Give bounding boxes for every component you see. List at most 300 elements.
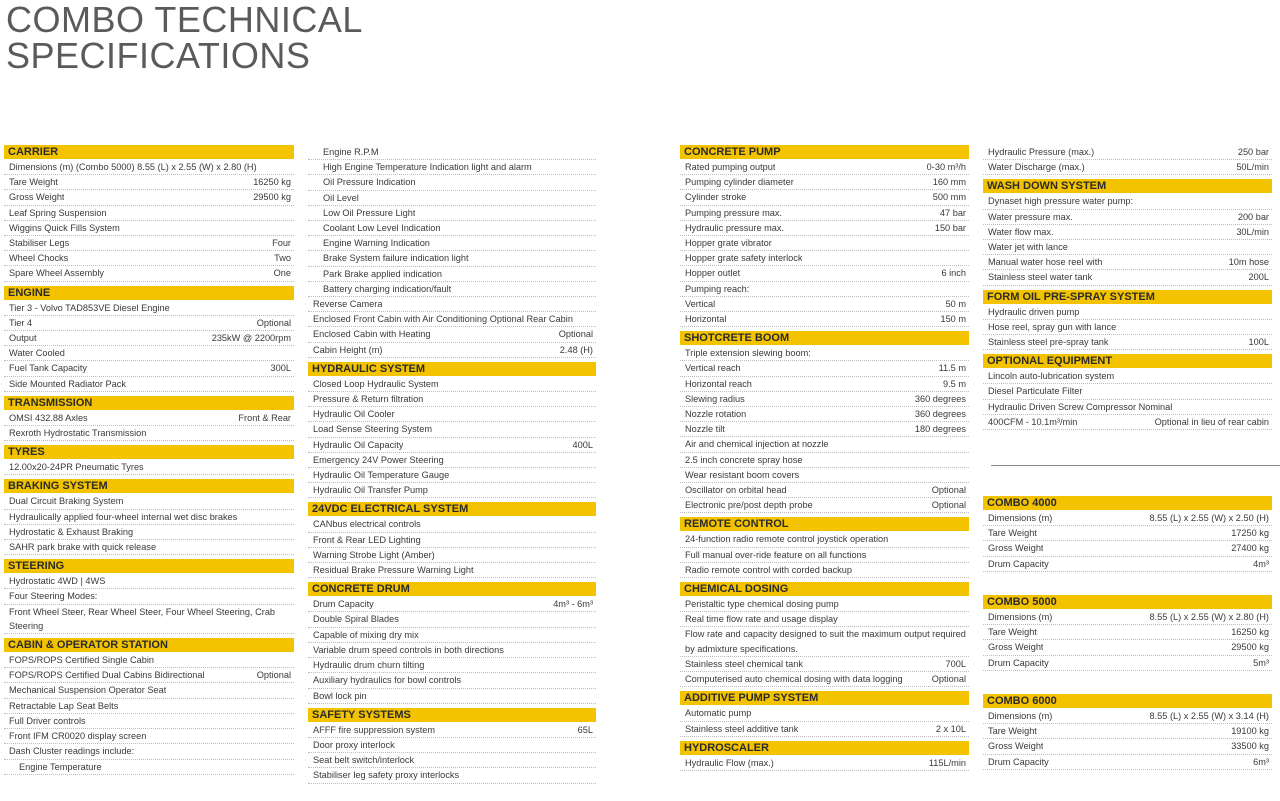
spec-row bbox=[680, 346, 969, 361]
spec-label: Gross Weight bbox=[988, 642, 1044, 653]
spec-section-combo-4000 bbox=[983, 496, 1272, 572]
spec-label: Dimensions (m) bbox=[988, 612, 1053, 622]
spec-row bbox=[308, 160, 596, 175]
spec-row bbox=[4, 494, 294, 509]
spec-label: Oil Pressure Indication bbox=[323, 177, 416, 188]
spec-row bbox=[4, 699, 294, 714]
spec-row bbox=[4, 760, 294, 775]
spec-label: Water Cooled bbox=[9, 348, 65, 359]
spec-value: 8.55 (L) x 2.55 (W) x 2.80 (H) bbox=[1149, 612, 1269, 622]
spec-label: Wheel Chocks bbox=[9, 253, 69, 264]
spec-row bbox=[680, 706, 969, 721]
spec-label: Hydraulic pressure max. bbox=[685, 222, 785, 233]
spec-row bbox=[983, 739, 1272, 754]
section-header: CARRIER bbox=[4, 145, 294, 159]
spec-section-hydraulic-system bbox=[308, 362, 596, 499]
spec-label: Bowl lock pin bbox=[313, 690, 367, 701]
spec-label: Spare Wheel Assembly bbox=[9, 268, 104, 279]
spec-label: Fuel Tank Capacity bbox=[9, 363, 87, 374]
spec-value: 200 bar bbox=[1237, 211, 1269, 222]
spec-row bbox=[4, 589, 294, 604]
spec-row bbox=[308, 658, 596, 673]
spec-row bbox=[680, 407, 969, 422]
spec-label: Oscillator on orbital head bbox=[685, 485, 787, 496]
spec-row bbox=[308, 251, 596, 266]
spec-value: 2.48 (H) bbox=[559, 344, 593, 355]
spec-value: 9.5 m bbox=[943, 378, 966, 389]
spec-row bbox=[983, 255, 1272, 270]
spec-value: 17250 kg bbox=[1231, 528, 1269, 539]
spec-label: Full manual over-ride feature on all functions bbox=[685, 549, 867, 560]
spec-value: 16250 kg bbox=[1231, 627, 1269, 638]
spec-row bbox=[308, 738, 596, 753]
spec-row bbox=[983, 369, 1272, 384]
spec-row bbox=[983, 335, 1272, 350]
page-title-line-2: SPECIFICATIONS bbox=[6, 35, 311, 76]
combo-6000-section bbox=[983, 694, 1272, 770]
spec-label: CANbus electrical controls bbox=[313, 519, 421, 530]
spec-label: Pumping pressure max. bbox=[685, 207, 783, 218]
section-header: HYDROSCALER bbox=[680, 741, 969, 755]
spec-row bbox=[4, 346, 294, 361]
spec-row bbox=[680, 221, 969, 236]
spec-row bbox=[680, 236, 969, 251]
spec-row bbox=[4, 175, 294, 190]
spec-label: Hydraulic Driven Screw Compressor Nominal bbox=[988, 401, 1173, 412]
spec-row bbox=[983, 320, 1272, 335]
spec-label: Stainless steel chemical tank bbox=[685, 658, 803, 669]
spec-value: 47 bar bbox=[939, 207, 966, 218]
spec-label: AFFF fire suppression system bbox=[313, 724, 436, 735]
spec-section-concrete-drum bbox=[308, 582, 596, 703]
spec-label: Tier 3 - Volvo TAD853VE Diesel Engine bbox=[9, 302, 170, 313]
spec-row bbox=[680, 422, 969, 437]
spec-row bbox=[680, 160, 969, 175]
spec-row bbox=[983, 400, 1272, 415]
spec-label: Front Wheel Steer, Rear Wheel Steer, Four Wheel Steering, Crab Steering bbox=[9, 606, 276, 631]
spec-row bbox=[308, 282, 596, 297]
spec-row bbox=[4, 683, 294, 698]
spec-label: Enclosed Front Cabin with Air Conditioning Optional Rear Cabin bbox=[313, 314, 573, 325]
section-header: 24VDC ELECTRICAL SYSTEM bbox=[308, 502, 596, 516]
spec-row bbox=[308, 548, 596, 563]
spec-section-engine bbox=[4, 286, 294, 392]
spec-row bbox=[308, 768, 596, 783]
spec-value: 200L bbox=[1248, 272, 1269, 283]
section-header: WASH DOWN SYSTEM bbox=[983, 179, 1272, 193]
spec-row bbox=[680, 612, 969, 627]
spec-label: Dimensions (m) bbox=[988, 513, 1053, 523]
section-header: CONCRETE PUMP bbox=[680, 145, 969, 159]
spec-row bbox=[308, 221, 596, 236]
spec-section-braking-system bbox=[4, 479, 294, 555]
page-title-line-1: COMBO TECHNICAL bbox=[6, 0, 363, 40]
spec-label: Capable of mixing dry mix bbox=[313, 629, 419, 640]
spec-column-1 bbox=[4, 145, 294, 775]
spec-label: Water flow max. bbox=[988, 226, 1054, 237]
spec-row bbox=[4, 668, 294, 683]
spec-label: Hydrostatic & Exhaust Braking bbox=[9, 526, 134, 537]
spec-value: 400L bbox=[572, 439, 593, 450]
spec-label: Cabin Height (m) bbox=[313, 344, 383, 355]
spec-label: Double Spiral Blades bbox=[313, 614, 399, 625]
spec-label: Rated pumping output bbox=[685, 162, 776, 172]
spec-label: Hose reel, spray gun with lance bbox=[988, 321, 1117, 332]
combo-5000-section bbox=[983, 595, 1272, 671]
spec-label: Hydraulic driven pump bbox=[988, 306, 1080, 317]
spec-row bbox=[680, 563, 969, 578]
spec-value: 33500 kg bbox=[1231, 741, 1269, 752]
spec-value: 180 degrees bbox=[914, 424, 966, 435]
section-header: ENGINE bbox=[4, 286, 294, 300]
section-header: HYDRAULIC SYSTEM bbox=[308, 362, 596, 376]
spec-label: Output bbox=[9, 333, 37, 344]
spec-label: Pressure & Return filtration bbox=[313, 394, 424, 405]
spec-label: Stabiliser leg safety proxy interlocks bbox=[313, 770, 460, 781]
spec-label: Real time flow rate and usage display bbox=[685, 614, 838, 625]
spec-label: Nozzle rotation bbox=[685, 409, 747, 420]
spec-row bbox=[308, 563, 596, 578]
spec-label: Engine Temperature bbox=[19, 761, 102, 772]
spec-label: Leaf Spring Suspension bbox=[9, 207, 107, 218]
spec-value: 50 m bbox=[945, 298, 966, 309]
spec-label: FOPS/ROPS Certified Single Cabin bbox=[9, 655, 155, 666]
spec-label: Hydraulic Oil Capacity bbox=[313, 439, 404, 450]
section-header: SAFETY SYSTEMS bbox=[308, 708, 596, 722]
spec-row bbox=[4, 605, 294, 634]
spec-label: Stainless steel additive tank bbox=[685, 723, 799, 734]
spec-section-additive-pump-system bbox=[680, 691, 969, 736]
spec-label: Gross Weight bbox=[9, 192, 65, 203]
spec-section-steering bbox=[4, 559, 294, 634]
spec-section-transmission bbox=[4, 396, 294, 441]
spec-value: Optional bbox=[256, 670, 291, 681]
spec-row bbox=[680, 206, 969, 221]
spec-label: Load Sense Steering System bbox=[313, 424, 432, 435]
spec-value: 29500 kg bbox=[1231, 642, 1269, 653]
spec-section-remote-control bbox=[680, 517, 969, 578]
spec-value: Optional bbox=[931, 674, 966, 685]
spec-row bbox=[308, 483, 596, 498]
spec-label: Tare Weight bbox=[988, 726, 1037, 737]
spec-row bbox=[680, 453, 969, 468]
spec-row bbox=[680, 312, 969, 327]
spec-label: Water pressure max. bbox=[988, 211, 1073, 222]
spec-row bbox=[308, 533, 596, 548]
spec-row bbox=[680, 282, 969, 297]
spec-label: High Engine Temperature Indication light and alarm bbox=[323, 162, 532, 173]
spec-row bbox=[680, 532, 969, 547]
section-header: STEERING bbox=[4, 559, 294, 573]
spec-label: Flow rate and capacity designed to suit the maximum output required by admixture specifications. bbox=[685, 629, 966, 654]
spec-row bbox=[4, 411, 294, 426]
spec-value: 2 x 10L bbox=[935, 723, 966, 734]
spec-value: Four bbox=[272, 238, 291, 249]
spec-value: 5m³ bbox=[1253, 657, 1269, 668]
spec-label: Tare Weight bbox=[988, 627, 1037, 638]
spec-value: Two bbox=[274, 253, 291, 264]
spec-value: One bbox=[273, 268, 291, 279]
spec-section-cabin-operator-station bbox=[4, 638, 294, 775]
spec-value: Front & Rear bbox=[238, 412, 291, 423]
spec-label: 12.00x20-24PR Pneumatic Tyres bbox=[9, 462, 144, 473]
spec-value: 500 mm bbox=[932, 192, 966, 203]
spec-row bbox=[308, 175, 596, 190]
spec-label: Diesel Particulate Filter bbox=[988, 386, 1083, 397]
spec-section-24vdc-electrical-system bbox=[308, 502, 596, 578]
spec-row bbox=[4, 574, 294, 589]
section-header: CABIN & OPERATOR STATION bbox=[4, 638, 294, 652]
spec-row bbox=[308, 628, 596, 643]
spec-label: Auxiliary hydraulics for bowl controls bbox=[313, 675, 462, 686]
spec-column-3 bbox=[680, 145, 969, 771]
spec-value: 100L bbox=[1248, 337, 1269, 348]
divider-line bbox=[991, 465, 1280, 466]
spec-label: Automatic pump bbox=[685, 708, 752, 719]
spec-label: Tier 4 bbox=[9, 317, 33, 328]
spec-value: 150 m bbox=[940, 314, 966, 325]
spec-value: Optional bbox=[931, 485, 966, 496]
spec-value: 360 degrees bbox=[914, 393, 966, 404]
spec-row bbox=[308, 422, 596, 437]
spec-label: Door proxy interlock bbox=[313, 739, 395, 750]
spec-label: Closed Loop Hydraulic System bbox=[313, 378, 439, 389]
section-header: BRAKING SYSTEM bbox=[4, 479, 294, 493]
spec-label: Mechanical Suspension Operator Seat bbox=[9, 685, 167, 696]
spec-label: Front & Rear LED Lighting bbox=[313, 534, 421, 545]
spec-section-carrier bbox=[4, 145, 294, 282]
spec-label: Hydraulic drum churn tilting bbox=[313, 660, 425, 671]
spec-row bbox=[983, 610, 1272, 625]
spec-row bbox=[983, 724, 1272, 739]
spec-value: 160 mm bbox=[932, 177, 966, 188]
spec-value: 150 bar bbox=[934, 222, 966, 233]
spec-section-shotcrete-boom bbox=[680, 331, 969, 513]
spec-row bbox=[983, 160, 1272, 175]
spec-label: Battery charging indication/fault bbox=[323, 283, 452, 294]
spec-row bbox=[680, 190, 969, 205]
spec-value: 700L bbox=[945, 658, 966, 669]
spec-label: 400CFM - 10.1m³/min bbox=[988, 416, 1078, 427]
spec-label: Wiggins Quick Fills System bbox=[9, 222, 120, 233]
section-header: SHOTCRETE BOOM bbox=[680, 331, 969, 345]
spec-label: Coolant Low Level Indication bbox=[323, 223, 441, 234]
spec-row bbox=[680, 498, 969, 513]
spec-row bbox=[4, 377, 294, 392]
spec-row bbox=[308, 612, 596, 627]
spec-row bbox=[680, 627, 969, 656]
spec-row bbox=[4, 653, 294, 668]
spec-section-concrete-pump bbox=[680, 145, 969, 327]
section-header: CHEMICAL DOSING bbox=[680, 582, 969, 596]
spec-row bbox=[983, 625, 1272, 640]
spec-label: Vertical reach bbox=[685, 363, 741, 374]
section-header: COMBO 5000 bbox=[983, 595, 1272, 609]
spec-value: 0-30 m³/h bbox=[926, 162, 966, 172]
spec-label: Rexroth Hydrostatic Transmission bbox=[9, 428, 147, 439]
spec-row bbox=[308, 438, 596, 453]
spec-section-continued bbox=[308, 145, 596, 358]
spec-row bbox=[4, 206, 294, 221]
spec-label: Hopper grate vibrator bbox=[685, 238, 772, 249]
spec-label: Emergency 24V Power Steering bbox=[313, 454, 444, 465]
spec-label: Residual Brake Pressure Warning Light bbox=[313, 565, 474, 576]
spec-row bbox=[983, 511, 1272, 526]
spec-value: 8.55 (L) x 2.55 (W) x 3.14 (H) bbox=[1149, 711, 1269, 721]
spec-row bbox=[4, 301, 294, 316]
spec-row bbox=[680, 483, 969, 498]
spec-label: Hydraulic Oil Transfer Pump bbox=[313, 485, 428, 496]
spec-row bbox=[680, 361, 969, 376]
spec-label: Dual Circuit Braking System bbox=[9, 496, 124, 507]
spec-row bbox=[308, 191, 596, 206]
spec-row bbox=[308, 267, 596, 282]
spec-row bbox=[680, 437, 969, 452]
spec-value: 50L/min bbox=[1236, 162, 1269, 173]
spec-section-chemical-dosing bbox=[680, 582, 969, 687]
spec-column-4 bbox=[983, 145, 1272, 430]
spec-label: Enclosed Cabin with Heating bbox=[313, 329, 431, 340]
spec-section-combo-6000 bbox=[983, 694, 1272, 770]
spec-row bbox=[4, 540, 294, 555]
spec-section-optional-equipment bbox=[983, 354, 1272, 430]
spec-row bbox=[4, 714, 294, 729]
spec-row bbox=[4, 729, 294, 744]
spec-label: Vertical bbox=[685, 298, 716, 309]
spec-label: Reverse Camera bbox=[313, 299, 383, 310]
spec-value: Optional bbox=[558, 329, 593, 340]
spec-label: Park Brake applied indication bbox=[323, 268, 442, 279]
spec-value: 29500 kg bbox=[253, 192, 291, 203]
spec-section-form-oil-pre-spray-system bbox=[983, 290, 1272, 351]
spec-value: 250 bar bbox=[1237, 147, 1269, 157]
spec-label: Drum Capacity bbox=[313, 599, 374, 610]
spec-row bbox=[4, 525, 294, 540]
spec-label: Radio remote control with corded backup bbox=[685, 564, 852, 575]
spec-row bbox=[4, 251, 294, 266]
spec-row bbox=[983, 640, 1272, 655]
spec-value: 65L bbox=[577, 724, 593, 735]
combo-4000-section bbox=[983, 496, 1272, 572]
spec-row bbox=[308, 597, 596, 612]
spec-row bbox=[680, 756, 969, 771]
spec-row bbox=[4, 190, 294, 205]
spec-label: Engine Warning Indication bbox=[323, 238, 430, 249]
spec-row bbox=[680, 392, 969, 407]
spec-row bbox=[983, 526, 1272, 541]
spec-label: Slewing radius bbox=[685, 393, 745, 404]
spec-label: Tare Weight bbox=[9, 177, 58, 188]
spec-column-2 bbox=[308, 145, 596, 784]
spec-label: Engine R.P.M bbox=[323, 147, 379, 157]
spec-label: Drum Capacity bbox=[988, 657, 1049, 668]
spec-row bbox=[308, 206, 596, 221]
spec-row bbox=[4, 361, 294, 376]
spec-label: FOPS/ROPS Certified Dual Cabins Bidirectional bbox=[9, 670, 205, 681]
spec-value: 360 degrees bbox=[914, 409, 966, 420]
spec-row bbox=[4, 221, 294, 236]
spec-row bbox=[308, 312, 596, 327]
spec-label: Brake System failure indication light bbox=[323, 253, 469, 264]
spec-row bbox=[308, 453, 596, 468]
section-header: REMOTE CONTROL bbox=[680, 517, 969, 531]
section-header: TRANSMISSION bbox=[4, 396, 294, 410]
spec-row bbox=[680, 722, 969, 737]
spec-row bbox=[4, 266, 294, 281]
spec-label: Peristaltic type chemical dosing pump bbox=[685, 599, 839, 610]
spec-label: Drum Capacity bbox=[988, 558, 1049, 569]
spec-section-hydroscaler bbox=[680, 741, 969, 771]
spec-label: Stabiliser Legs bbox=[9, 238, 70, 249]
spec-value: 300L bbox=[270, 363, 291, 374]
spec-label: Air and chemical injection at nozzle bbox=[685, 439, 829, 450]
spec-row bbox=[983, 709, 1272, 724]
spec-value: 27400 kg bbox=[1231, 543, 1269, 554]
spec-label: SAHR park brake with quick release bbox=[9, 542, 157, 553]
spec-row bbox=[308, 327, 596, 342]
spec-row bbox=[983, 415, 1272, 430]
spec-label: Horizontal reach bbox=[685, 378, 752, 389]
spec-label: Variable drum speed controls in both directions bbox=[313, 644, 504, 655]
spec-label: Four Steering Modes: bbox=[9, 591, 98, 602]
spec-label: Retractable Lap Seat Belts bbox=[9, 700, 119, 711]
spec-row bbox=[308, 297, 596, 312]
spec-row bbox=[4, 331, 294, 346]
spec-label: Triple extension slewing boom: bbox=[685, 348, 811, 359]
spec-row bbox=[308, 517, 596, 532]
spec-row bbox=[680, 251, 969, 266]
spec-value: Optional in lieu of rear cabin bbox=[1154, 416, 1269, 427]
spec-value: 10m hose bbox=[1228, 257, 1269, 268]
spec-label: Pumping reach: bbox=[685, 283, 750, 294]
spec-label: Hydrostatic 4WD | 4WS bbox=[9, 576, 106, 587]
spec-row bbox=[308, 723, 596, 738]
spec-row bbox=[4, 460, 294, 475]
spec-section-tyres bbox=[4, 445, 294, 475]
spec-row bbox=[308, 643, 596, 658]
spec-row bbox=[983, 557, 1272, 572]
spec-label: Hopper outlet bbox=[685, 268, 741, 279]
spec-label: Seat belt switch/interlock bbox=[313, 755, 415, 766]
spec-label: Oil Level bbox=[323, 192, 359, 203]
spec-row bbox=[308, 343, 596, 358]
spec-row bbox=[983, 145, 1272, 160]
spec-row bbox=[308, 392, 596, 407]
spec-label: OMSI 432.88 Axles bbox=[9, 412, 88, 423]
spec-value: 16250 kg bbox=[253, 177, 291, 188]
spec-row bbox=[308, 145, 596, 160]
spec-label: Water jet with lance bbox=[988, 242, 1068, 253]
spec-value: Optional bbox=[931, 500, 966, 511]
spec-label: Hydraulic Flow (max.) bbox=[685, 757, 774, 768]
section-header: TYRES bbox=[4, 445, 294, 459]
spec-row bbox=[983, 384, 1272, 399]
spec-row bbox=[308, 673, 596, 688]
spec-row bbox=[4, 426, 294, 441]
spec-value: 235kW @ 2200rpm bbox=[211, 333, 291, 344]
spec-label: 2.5 inch concrete spray hose bbox=[685, 454, 803, 465]
spec-row bbox=[680, 175, 969, 190]
spec-row bbox=[308, 468, 596, 483]
spec-row bbox=[983, 656, 1272, 671]
spec-label: Dynaset high pressure water pump: bbox=[988, 196, 1134, 207]
spec-label: Tare Weight bbox=[988, 528, 1037, 539]
spec-row bbox=[4, 316, 294, 331]
spec-row bbox=[983, 240, 1272, 255]
spec-row bbox=[680, 672, 969, 687]
spec-label: Cylinder stroke bbox=[685, 192, 747, 203]
spec-label: Dimensions (m) bbox=[988, 711, 1053, 721]
